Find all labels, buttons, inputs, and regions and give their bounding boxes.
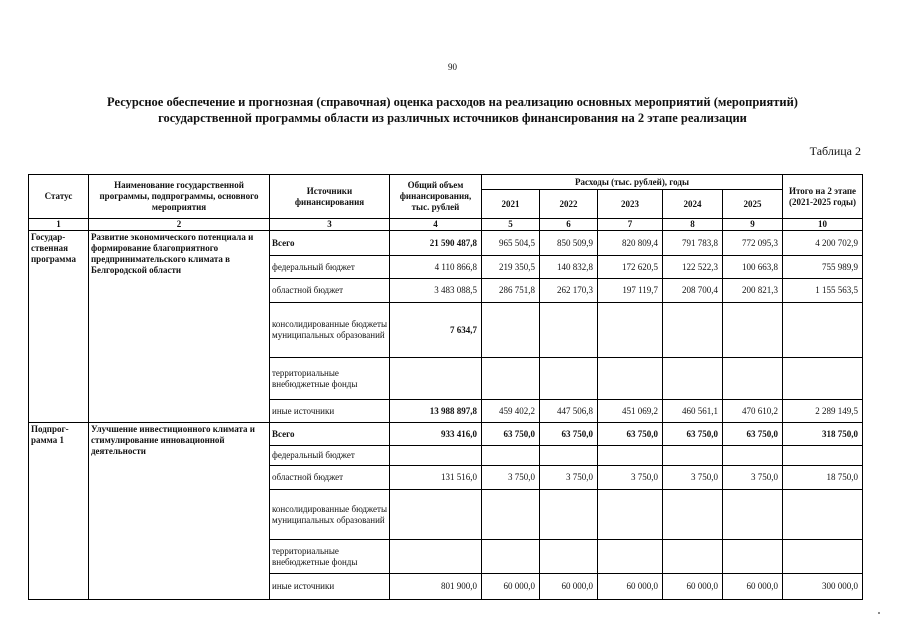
year-2022-cell: 447 506,8: [540, 400, 598, 423]
header-sources: Источники финансирования: [270, 175, 390, 219]
page-title: [60, 94, 845, 126]
year-2025-cell: [723, 490, 783, 540]
funding-table: [28, 174, 863, 600]
year-2023-cell: [598, 358, 663, 400]
year-2025-cell: 100 663,8: [723, 256, 783, 279]
programme-name-cell: Улучшение инвестиционного климата и стимулирование инновационной деятельности: [89, 423, 270, 600]
column-number: 10: [783, 219, 863, 231]
year-2024-cell: 791 783,8: [663, 231, 723, 256]
itogo-cell: 300 000,0: [783, 574, 863, 600]
itogo-cell: [783, 446, 863, 466]
year-2025-cell: 200 821,3: [723, 279, 783, 303]
itogo-cell: [783, 540, 863, 574]
column-number: 4: [390, 219, 482, 231]
source-cell: Всего: [270, 423, 390, 446]
year-2021-cell: 63 750,0: [482, 423, 540, 446]
year-2023-cell: 820 809,4: [598, 231, 663, 256]
status-cell: Подпрог-рамма 1: [29, 423, 89, 600]
itogo-cell: 18 750,0: [783, 466, 863, 490]
itogo-cell: 318 750,0: [783, 423, 863, 446]
header-status: Статус: [29, 175, 89, 219]
year-2021-cell: [482, 446, 540, 466]
itogo-cell: 755 989,9: [783, 256, 863, 279]
source-cell: Всего: [270, 231, 390, 256]
year-2021-cell: [482, 540, 540, 574]
header-expenses: Расходы (тыс. рублей), годы: [482, 175, 783, 190]
year-2022-cell: 60 000,0: [540, 574, 598, 600]
year-2021-cell: 60 000,0: [482, 574, 540, 600]
year-2021-cell: [482, 490, 540, 540]
column-number: 6: [540, 219, 598, 231]
year-2024-cell: [663, 303, 723, 358]
total-cell: [390, 358, 482, 400]
itogo-cell: 1 155 563,5: [783, 279, 863, 303]
total-cell: 21 590 487,8: [390, 231, 482, 256]
year-2024-cell: [663, 446, 723, 466]
total-cell: 933 416,0: [390, 423, 482, 446]
year-2025-cell: 60 000,0: [723, 574, 783, 600]
header-year: 2023: [598, 190, 663, 219]
year-2023-cell: [598, 446, 663, 466]
title-line-1: Ресурсное обеспечение и прогнозная (справочная) оценка расходов на реализацию основных мероприятий (мероприятий): [107, 95, 798, 109]
source-cell: территориальные внебюджетные фонды: [270, 358, 390, 400]
year-2025-cell: [723, 446, 783, 466]
year-2024-cell: 208 700,4: [663, 279, 723, 303]
year-2023-cell: 197 119,7: [598, 279, 663, 303]
column-number: 9: [723, 219, 783, 231]
source-cell: федеральный бюджет: [270, 256, 390, 279]
year-2022-cell: [540, 446, 598, 466]
year-2023-cell: 3 750,0: [598, 466, 663, 490]
source-cell: федеральный бюджет: [270, 446, 390, 466]
year-2022-cell: 262 170,3: [540, 279, 598, 303]
year-2023-cell: [598, 540, 663, 574]
year-2024-cell: [663, 358, 723, 400]
scan-speck: [878, 612, 880, 614]
source-cell: иные источники: [270, 574, 390, 600]
title-line-2: государственной программы области из различных источников финансирования на 2 этапе реализации: [158, 111, 747, 125]
year-2022-cell: 140 832,8: [540, 256, 598, 279]
itogo-cell: 2 289 149,5: [783, 400, 863, 423]
total-cell: [390, 490, 482, 540]
total-cell: 13 988 897,8: [390, 400, 482, 423]
header-year: 2022: [540, 190, 598, 219]
year-2021-cell: 459 402,2: [482, 400, 540, 423]
year-2024-cell: 460 561,1: [663, 400, 723, 423]
year-2023-cell: 172 620,5: [598, 256, 663, 279]
column-number: 5: [482, 219, 540, 231]
source-cell: территориальные внебюджетные фонды: [270, 540, 390, 574]
year-2023-cell: 63 750,0: [598, 423, 663, 446]
year-2024-cell: 60 000,0: [663, 574, 723, 600]
page-number: 90: [448, 62, 457, 72]
year-2022-cell: [540, 490, 598, 540]
year-2023-cell: 451 069,2: [598, 400, 663, 423]
total-cell: 801 900,0: [390, 574, 482, 600]
year-2025-cell: [723, 358, 783, 400]
itogo-cell: [783, 303, 863, 358]
year-2024-cell: 122 522,3: [663, 256, 723, 279]
table-row: [29, 423, 863, 446]
year-2022-cell: [540, 358, 598, 400]
source-cell: иные источники: [270, 400, 390, 423]
header-year: 2025: [723, 190, 783, 219]
column-number: 3: [270, 219, 390, 231]
year-2024-cell: 63 750,0: [663, 423, 723, 446]
year-2022-cell: [540, 303, 598, 358]
year-2023-cell: 60 000,0: [598, 574, 663, 600]
year-2022-cell: 3 750,0: [540, 466, 598, 490]
column-number: 2: [89, 219, 270, 231]
column-number: 7: [598, 219, 663, 231]
header-year: 2024: [663, 190, 723, 219]
total-cell: 3 483 088,5: [390, 279, 482, 303]
year-2022-cell: 63 750,0: [540, 423, 598, 446]
itogo-cell: [783, 358, 863, 400]
source-cell: областной бюджет: [270, 279, 390, 303]
total-cell: 4 110 866,8: [390, 256, 482, 279]
header-total: Общий объем финансирования, тыс. рублей: [390, 175, 482, 219]
table-label: Таблица 2: [809, 144, 861, 158]
year-2025-cell: 3 750,0: [723, 466, 783, 490]
year-2025-cell: 63 750,0: [723, 423, 783, 446]
total-cell: [390, 540, 482, 574]
year-2021-cell: 219 350,5: [482, 256, 540, 279]
source-cell: консолидированные бюджеты муниципальных образований: [270, 303, 390, 358]
header-year: 2021: [482, 190, 540, 219]
itogo-cell: 4 200 702,9: [783, 231, 863, 256]
year-2025-cell: 470 610,2: [723, 400, 783, 423]
year-2023-cell: [598, 303, 663, 358]
source-cell: консолидированные бюджеты муниципальных образований: [270, 490, 390, 540]
header-name: Наименование государственной программы, подпрограммы, основного мероприятия: [89, 175, 270, 219]
year-2025-cell: 772 095,3: [723, 231, 783, 256]
table-row: [29, 231, 863, 256]
total-cell: 131 516,0: [390, 466, 482, 490]
column-number: 1: [29, 219, 89, 231]
year-2025-cell: [723, 303, 783, 358]
year-2021-cell: 965 504,5: [482, 231, 540, 256]
year-2021-cell: [482, 303, 540, 358]
year-2024-cell: [663, 540, 723, 574]
year-2021-cell: [482, 358, 540, 400]
year-2025-cell: [723, 540, 783, 574]
year-2021-cell: 3 750,0: [482, 466, 540, 490]
programme-name-cell: Развитие экономического потенциала и формирование благоприятного предпринимательского климата в Белгородской области: [89, 231, 270, 423]
year-2024-cell: [663, 490, 723, 540]
year-2022-cell: 850 509,9: [540, 231, 598, 256]
itogo-cell: [783, 490, 863, 540]
year-2022-cell: [540, 540, 598, 574]
column-number: 8: [663, 219, 723, 231]
status-cell: Государ-ственная программа: [29, 231, 89, 423]
year-2021-cell: 286 751,8: [482, 279, 540, 303]
source-cell: областной бюджет: [270, 466, 390, 490]
header-itogo: Итого на 2 этапе (2021-2025 годы): [783, 175, 863, 219]
year-2024-cell: 3 750,0: [663, 466, 723, 490]
year-2023-cell: [598, 490, 663, 540]
total-cell: 7 634,7: [390, 303, 482, 358]
total-cell: [390, 446, 482, 466]
